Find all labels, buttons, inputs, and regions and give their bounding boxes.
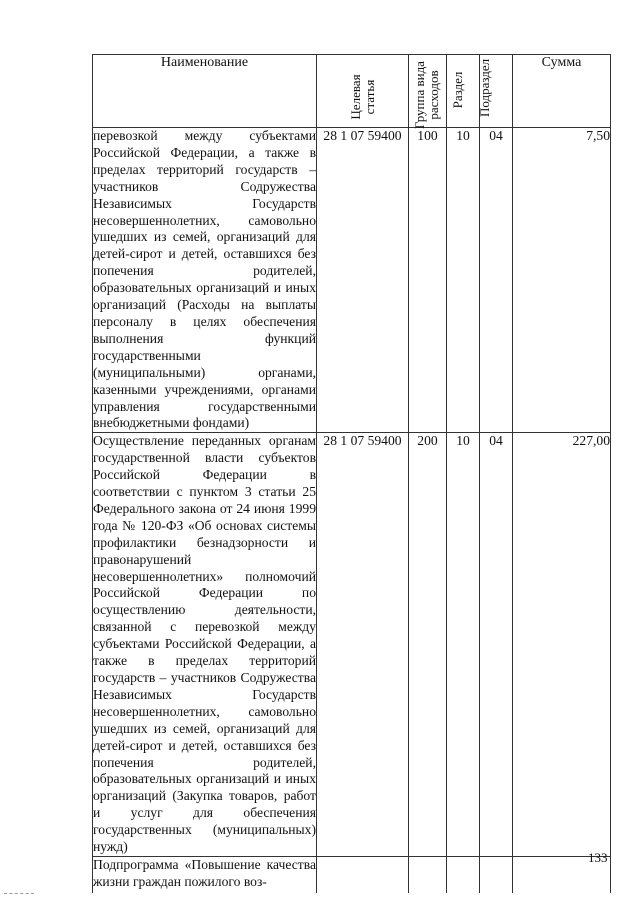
column-header-target	[317, 55, 409, 128]
table-row	[93, 433, 611, 857]
column-header-name: Наименование	[93, 55, 317, 128]
row-name-cell: перевозкой между субъектами Российской Федерации, а также в пределах территорий государств – участников Содружества Независимых Государств несовершеннолетних, самовольно ушедших из семей, организаций для детей-сирот и детей, оставшихся без попечения родителей, образовательных организаций и иных организаций (Расходы на выплаты персоналу в целях обеспечения выполнения функций государственными (муниципальными) органами, казенными учреждениями, органами управления государственными внебюджетными фондами)	[93, 128, 317, 433]
column-header-group	[409, 55, 447, 128]
row-target-cell: 28 1 07 59400	[317, 433, 409, 857]
row-subsection-cell: 04	[480, 433, 513, 857]
scan-artifact-line	[4, 893, 34, 894]
row-section-cell	[447, 856, 480, 893]
row-section-cell: 10	[447, 128, 480, 433]
table-header-row	[93, 55, 611, 128]
column-header-sum: Сумма	[513, 55, 611, 128]
row-section-cell: 10	[447, 433, 480, 857]
row-target-cell: 28 1 07 59400	[317, 128, 409, 433]
page-number: 133	[588, 850, 608, 865]
column-header-section-label: Раздел	[450, 71, 465, 109]
row-target-cell	[317, 856, 409, 893]
column-header-subsection	[477, 55, 513, 128]
column-header-target-label: Целевая статья	[348, 74, 377, 120]
row-sum-cell: 7,50	[513, 128, 611, 433]
column-header-section	[447, 55, 480, 128]
row-name-cell: Подпрограмма «Повышение качества жизни граждан пожилого воз-	[93, 856, 317, 893]
row-sum-cell: 227,00	[513, 433, 611, 857]
table-row	[93, 856, 611, 893]
row-group-cell: 200	[409, 433, 447, 857]
budget-table	[92, 54, 611, 893]
row-subsection-cell: 04	[480, 128, 513, 433]
row-subsection-cell	[480, 856, 513, 893]
table-row	[93, 128, 611, 433]
row-group-cell	[409, 856, 447, 893]
column-header-subsection-label: Подраздел	[477, 58, 492, 117]
column-header-group-label: Группа вида расходов	[412, 61, 441, 129]
row-group-cell: 100	[409, 128, 447, 433]
row-name-cell: Осуществление переданных органам государственной власти субъектов Российской Федерации в соответствии с пунктом 3 статьи 25 Федерального закона от 24 июня 1999 года № 120-ФЗ «Об основах системы профилактики безнадзорности и правонарушений несовершеннолетних» полномочий Российской Федерации по осуществлению деятельности, связанной с перевозкой между субъектами Российской Федерации, а также в пределах территорий государств – участников Содружества Независимых Государств несовершеннолетних, самовольно ушедших из семей, организаций для детей-сирот и детей, оставшихся без попечения родителей, образовательных организаций и иных организаций (Закупка товаров, работ и услуг для обеспечения государственных (муниципальных) нужд)	[93, 433, 317, 857]
